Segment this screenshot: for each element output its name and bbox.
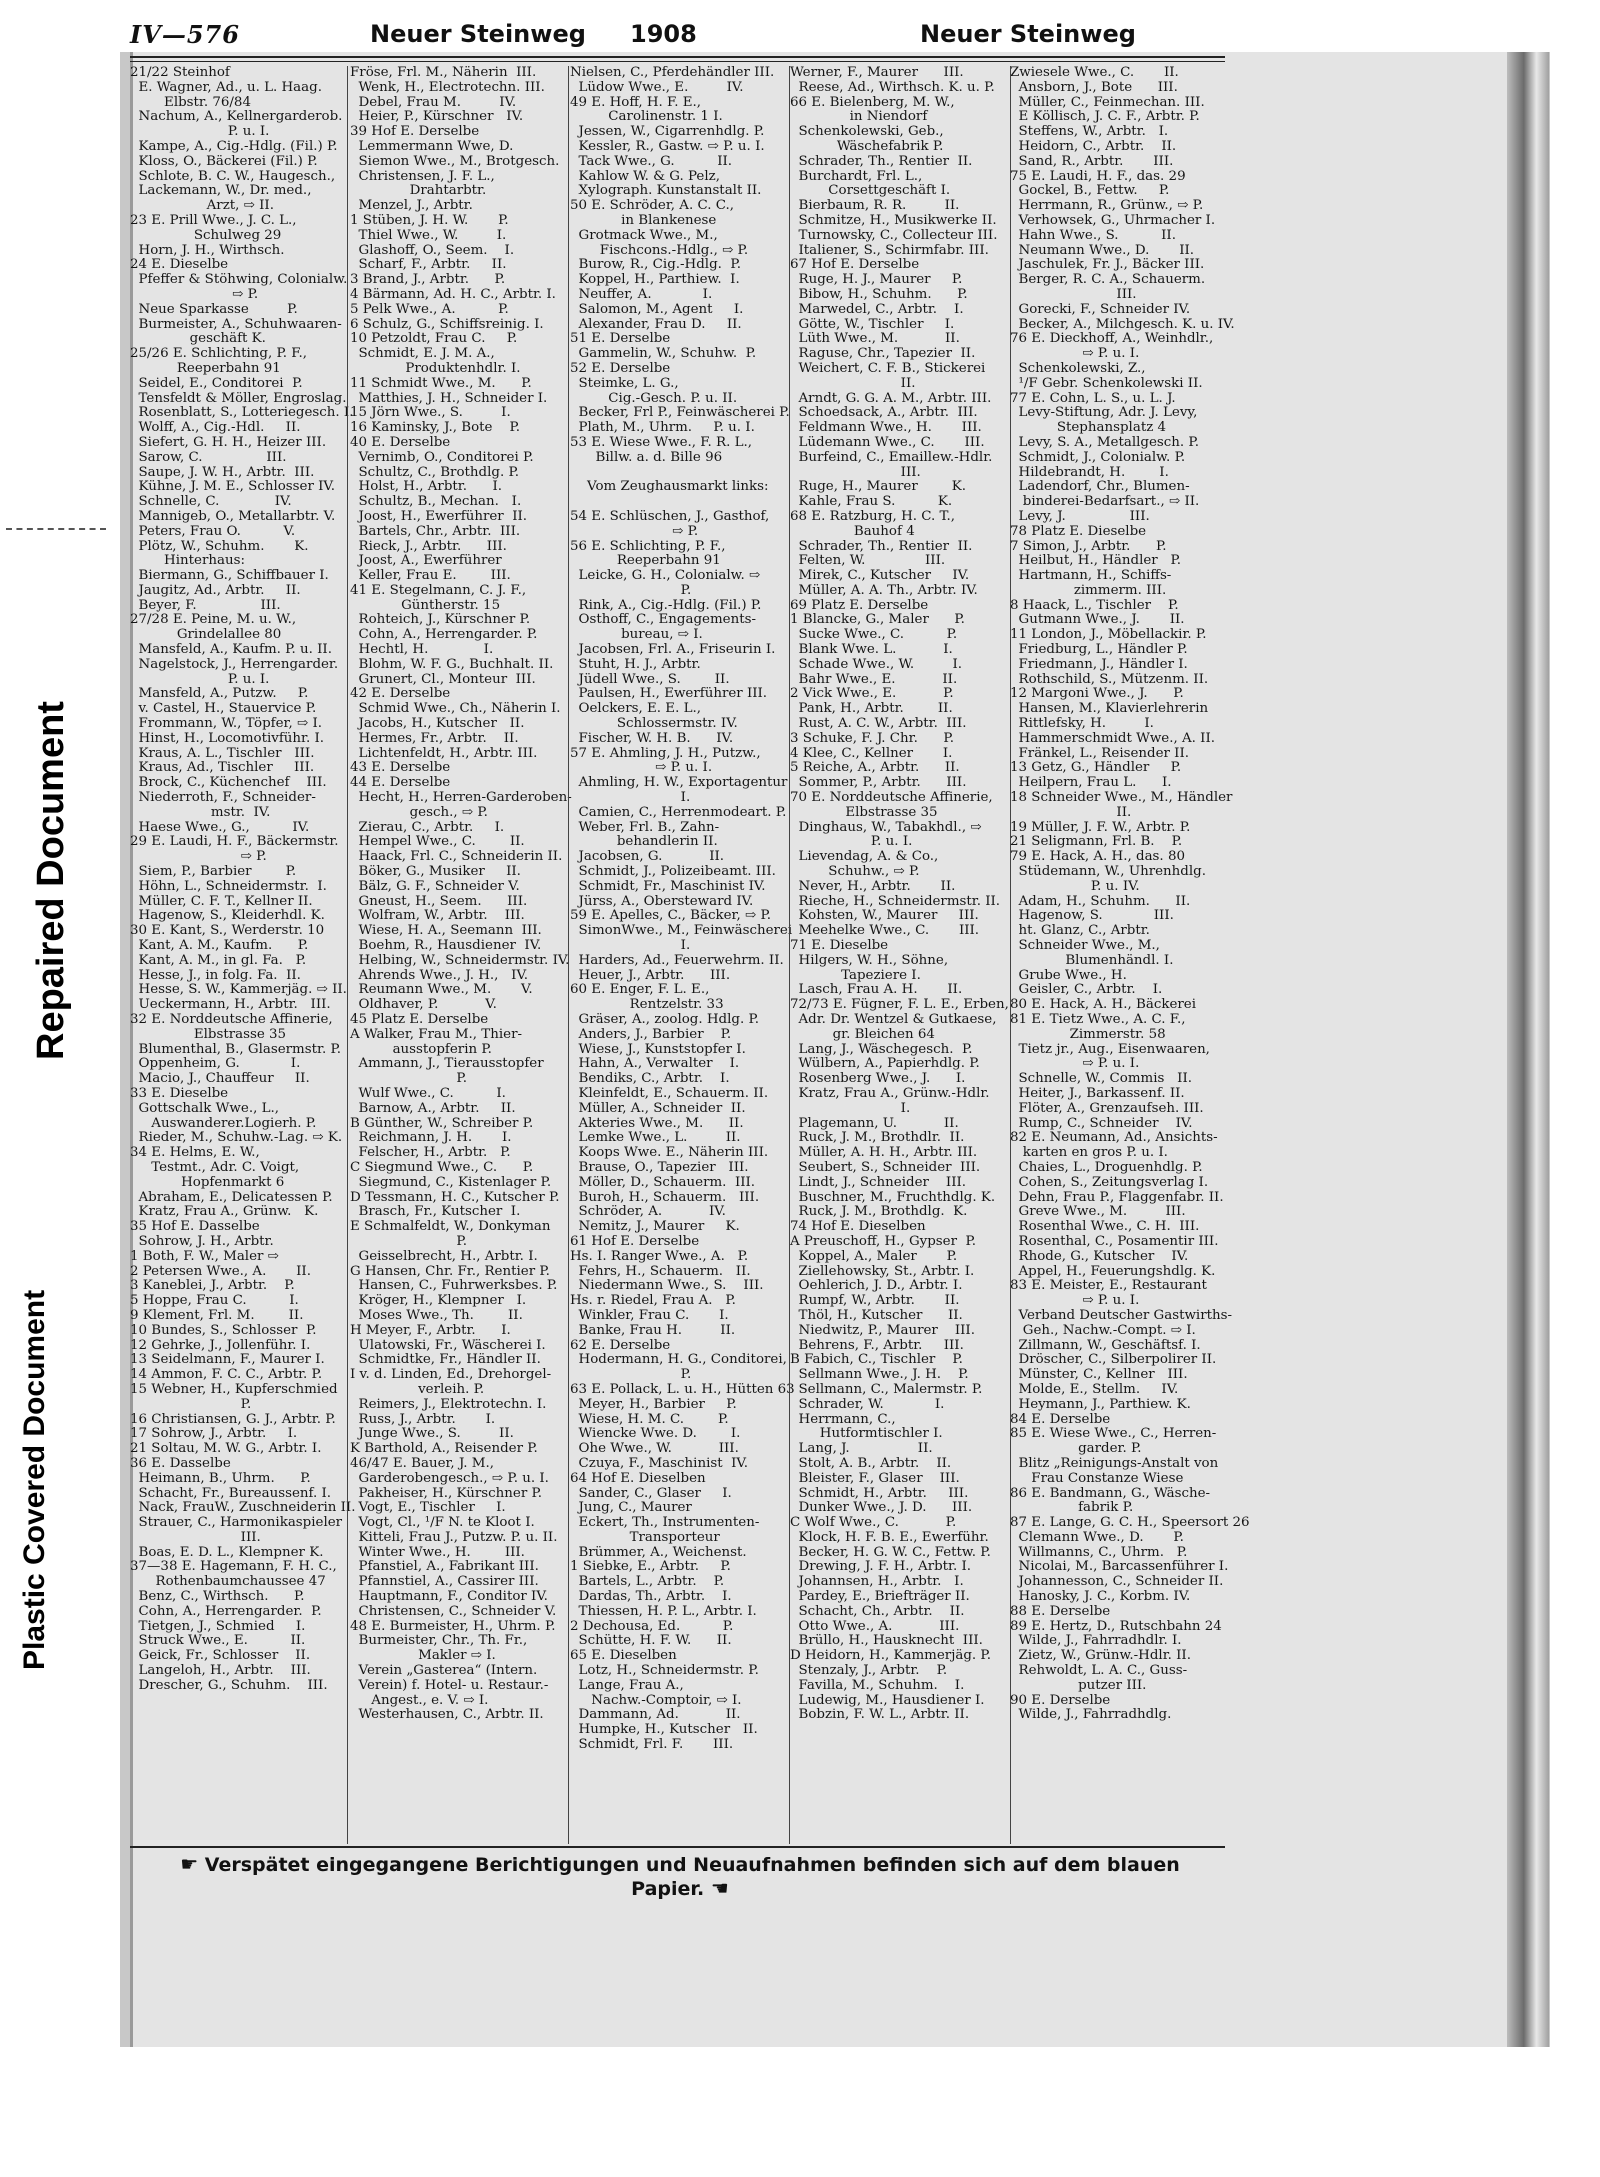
column-divider — [1010, 66, 1011, 1844]
street-title-left: Neuer Steinweg — [370, 20, 586, 48]
footer-notice-text: Verspätet eingegangene Berichtigungen und Neuaufnahmen befinden sich auf dem blauen Papier. — [204, 1854, 1180, 1900]
column-divider — [347, 66, 348, 1844]
page-number: IV—576 — [130, 20, 240, 49]
year-title: 1908 — [630, 20, 697, 48]
header-rule — [130, 56, 1225, 58]
footer-rule — [130, 1846, 1225, 1848]
pointing-hand-right-icon: ☚ — [710, 1876, 729, 1900]
book-gutter — [1507, 52, 1549, 2047]
column-divider — [568, 66, 569, 1844]
directory-column-5: Zwiesele Wwe., C. II. Ansborn, J., Bote III. Müller, C., Feinmechan. III. E Köllisch, J. C. F., Arbtr. P. Steffens, W., Arbtr. I. Heidorn, C., Arbtr. II. Sand, R., Arbtr. III. 75 E. Laudi, H. F., das. 29 Gockel, B., Fettw. P. Herrmann, R., Grünw., ⇨ P. Verhowsek, G., Uhrmacher I. Hahn Wwe., S. II. Neumann Wwe., D. II. Jaschulek, Fr. J., Bäcker III. Berger, R. C. A., Schauerm. III. Gorecki, F., Schneider IV. Becker, A., Milchgesch. K. u. IV. 76 E. Dieckhoff, A., Weinhdlr., ⇨ P. u. I. Schenkolewski, Z., ¹/F Gebr. Schenkolewski II. 77 E. Cohn, L. S., u. L. J. Levy-Stiftung, Adr. J. Levy, Stephansplatz 4 Levy, S. A., Metallgesch. P. Schmidt, J., Colonialw. P. Hildebrandt, H. I. Ladendorf, Chr., Blumen- binderei-Bedarfsart., ⇨ II. Levy, J. III. 78 Platz E. Dieselbe 7 Simon, J., Arbtr. P. Heilbut, H., Händler P. Hartmann, H., Schiffs- zimmerm. III. 8 Haack, L., Tischler P. Gutmann Wwe., J. II. 11 London, J., Möbellackir. P. Friedburg, L., Händler P. Friedmann, J., Händler I. Rothschild, S., Mützenm. II. 12 Margoni Wwe., J. P. Hansen, M., Klavierlehrerin Rittlefsky, H. I. Hammerschmidt Wwe., A. II. Fränkel, L., Reisender II. 13 Getz, G., Händler P. Heilpern, Frau L. I. 18 Schneider Wwe., M., Händler II. 19 Müller, J. F. W., Arbtr. P. 21 Seligmann, Frl. B. P. 79 E. Hack, A. H., das. 80 Stüdemann, W., Uhrenhdlg. P. u. IV. Adam, H., Schuhm. II. Hagenow, S. III. ht. Glanz, C., Arbtr. Schneider Wwe., M., Blumenhändl. I. Grube Wwe., H. Geisler, C., Arbtr. I. 80 E. Hack, A. H., Bäckerei 81 E. Tietz Wwe., A. C. F., Zimmerstr. 58 Tietz jr., Aug., Eisenwaaren, ⇨ P. u. I. Schnelle, W., Commis II. Heiter, J., Barkassenf. II. Flöter, A., Grenzaufseh. III. Rump, C., Schneider IV. 82 E. Neumann, Ad., Ansichts- karten en gros P. u. I. Chaies, L., Droguenhdlg. P. Cohen, S., Zeitungsverlag I. Dehn, Frau P., Flaggenfabr. II. Greve Wwe., M. III. Rosenthal Wwe., C. H. III. Rosenthal, C., Posamentir III. Rhode, G., Kutscher IV. Appel, H., Feuerungshdlg. K. 83 E. Meister, E., Restaurant ⇨ P. u. I. Verband Deutscher Gastwirths- Geh., Nachw.-Compt. ⇨ I. Zillmann, W., Geschäftsf. I. Dröscher, C., Silberpolirer II. Münster, C., Kellner III. Molde, E., Stellm. IV. Heymann, J., Parthiew. K. 84 E. Derselbe 85 E. Wiese Wwe., C., Herren- garder. P. Blitz „Reinigungs-Anstalt von Frau Constanze Wiese 86 E. Bandmann, G., Wäsche- fabrik P. 87 E. Lange, G. C. H., Speersort Clemann Wwe., D. P. Willmanns, C., Uhrm. P. Nicolai, M., Barcassenführer I. Johannesson, C., Schneider II. Hanosky, J. C., Korbm. IV. 88 E. Derselbe 89 E. Hertz, D., Rutschbahn 24 Wilde, J., Fahrradhdlr. I. Zietz, W., Grünw.-Hdlr. II. Rehwoldt, L. A. C., Guss- putzer III. 90 E. Derselbe Wilde, J., Fahrradhdlg. — [1010, 65, 1235, 1723]
directory-column-1: 21/22 Steinhof E. Wagner, Ad., u. L. Haag. Elbstr. 76/84 Nachum, A., Kellnergarderob. P. u. I. Kampe, A., Cig.-Hdlg. (Fil.) P. Kloss, O., Bäckerei (Fil.) P. Schlote, B. C. W., Haugesch., Lackemann, W., Dr. med., Arzt, ⇨ II. 23 E. Prill Wwe., J. C. L., Schulweg 29 Horn, J. H., Wirthsch. 24 E. Dieselbe Pfeffer & Stöhwing, Colonialw. ⇨ P. Neue Sparkasse P. Burmeister, A., Schuhwaaren- geschäft K. 25/26 E. Schlichting, P. F., Reeperbahn 91 Seidel, E., Conditorei P. Tensfeldt & Möller, Engroslag. Rosenblatt, S., Lotteriegesch. I. Wolff, A., Cig.-Hdl. II. Siefert, G. H. H., Heizer III. Sarow, C. III. Saupe, J. W. H., Arbtr. III. Kühne, J. M. E., Schlosser IV. Schnelle, C. IV. Mannigeb, O., Metallarbtr. V. Peters, Frau O. V. Plötz, W., Schuhm. K. Hinterhaus: Biermann, G., Schiffbauer I. Jaugitz, Ad., Arbtr. II. Beyer, F. III. 27/28 E. Peine, M. u. W., Grindelallee 80 Mansfeld, A., Kaufm. P. u. II. Nagelstock, J., Herrengarder. P. u. I. Mansfeld, A., Putzw. P. v. Castel, H., Stauervice P. Frommann, W., Töpfer, ⇨ I. Hinst, H., Locomotivführ. I. Kraus, A. L., Tischler III. Kraus, Ad., Tischler III. Brock, C., Küchenchef III. Niederroth, F., Schneider- mstr. IV. Haese Wwe., G., IV. 29 E. Laudi, H. F., Bäckermstr. ⇨ P. Siem, P., Barbier P. Höhn, L., Schneidermstr. I. Müller, C. F. T., Kellner II. Hagenow, S., Kleiderhdl. K. 30 E. Kant, S., Werderstr. 10 Kant, A. M., Kaufm. P. Kant, A. M., in gl. Fa. P. Hesse, J., in folg. Fa. II. Hesse, S. W., Kammerjäg. ⇨ II. Ueckermann, H., Arbtr. III. 32 E. Norddeutsche Affinerie, Elbstrasse 35 Blumenthal, B., Glasermstr. P. Oppenheim, G. I. Macio, J., Chauffeur II. 33 E. Dieselbe Gottschalk Wwe., L., Auswanderer.Logierh. P. Rieder, M., Schuhw.-Lag. ⇨ K. 34 E. Helms, E. W., Testmt., Adr. C. Voigt, Hopfenmarkt 6 Abraham, E., Delicatessen P. Kratz, Frau A., Grünw. K. 35 Hof E. Dasselbe Sohrow, J. H., Arbtr. 1 Both, F. W., Maler ⇨ 2 Petersen Wwe., A. II. 3 Kaneblei, J., Arbtr. P. 5 Hoppe, Frau C. I. 9 Klement, Frl. M. II. 10 Bundes, S., Schlosser P. 12 Gehrke, J., Jollenführ. I. 13 Seidelmann, F., Maurer I. 14 Ammon, F. C. C., Arbtr. P. 15 Webner, H., Kupferschmied P. 16 Christiansen, G. J., Arbtr. P. 17 Sohrow, J., Arbtr. I. 21 Soltau, M. W. G., Arbtr. I. 36 E. Dasselbe Heimann, B., Uhrm. P. Schacht, Fr., Bureaussenf. I. Nack, FrauW., Zuschneiderin II. Strauer, C., Harmonikaspieler III. Boas, E. D. L., Klempner K. 37—38 E. Hagemann, F. H. C., Rothenbaumchaussee 47 Benz, C., Wirthsch. P. Cohn, A., Herrengarder. P. Tietgen, J., Schmied I. Struck Wwe., E. II. Geick, Fr., Schlosser II. Langeloh, H., Arbtr. III. Drescher, G., Schuhm. III. — [130, 65, 356, 1693]
column-divider — [789, 66, 790, 1844]
plastic-covered-document-label: Plastic Covered Document — [18, 1289, 51, 1670]
directory-column-3: Nielsen, C., Pferdehändler III. Lüdow Wwe., E. IV. 49 E. Hoff, H. F. E., Carolinenstr. 1 I. Jessen, W., Cigarrenhdlg. P. Kessler, R., Gastw. ⇨ P. u. I. Tack Wwe., G. II. Kahlow W. & G. Pelz, Xylograph. Kunstanstalt II. 50 E. Schröder, A. C. C., in Blankenese Grotmack Wwe., M., Fischcons.-Hdlg., ⇨ P. Burow, R., Cig.-Hdlg. P. Koppel, H., Parthiew. I. Neuffer, A. I. Salomon, M., Agent I. Alexander, Frau D. II. 51 E. Derselbe Gammelin, W., Schuhw. P. 52 E. Derselbe Steimke, L. G., Cig.-Gesch. P. u. II. Becker, Frl P., Feinwäscherei P. Plath, M., Uhrm. P. u. I. 53 E. Wiese Wwe., F. R. L., Billw. a. d. Bille 96 Vom Zeughausmarkt links: 54 E. Schlüschen, J., Gasthof, ⇨ P. 56 E. Schlichting, P. F., Reeperbahn 91 Leicke, G. H., Colonialw. ⇨ P. Rink, A., Cig.-Hdlg. (Fil.) P. Osthoff, C., Engagements- bureau, ⇨ I. Jacobsen, Frl. A., Friseurin I. Stuht, H. J., Arbtr. Jüdell Wwe., S. II. Paulsen, H., Ewerführer III. Oelckers, E. E. L., Schlossermstr. IV. Fischer, W. H. B. IV. 57 E. Ahmling, J. H., Putzw., ⇨ P. u. I. Ahmling, H. W., Exportagentur I. Camien, C., Herrenmodeart. P. Weber, Frl. B., Zahn- behandlerin II. Jacobsen, G. II. Schmidt, J., Polizeibeamt. III. Schmidt, Fr., Maschinist IV. Jürss, A., Obersteward IV. 59 E. Apelles, C., Bäcker, ⇨ P. SimonWwe., M., Feinwäscherei I. Harders, Ad., Feuerwehrm. II. Heuer, J., Arbtr. III. 60 E. Enger, F. L. E., Rentzelstr. 33 Gräser, A., zoolog. Hdlg. P. Anders, J., Barbier P. Wiese, J., Kunststopfer I. Hahn, A., Verwalter I. Bendiks, C., Arbtr. I. Kleinfeldt, E., Schauerm. II. Müller, A., Schneider II. Akteries Wwe., M. II. Lemke Wwe., L. II. Koops Wwe. E., Näherin III. Brause, O., Tapezier III. Möller, D., Schauerm. III. Buroh, H., Schauerm. III. Schröder, A. IV. Nemitz, J., Maurer K. 61 Hof E. Derselbe Hs. I. Ranger Wwe., A. P. Fehrs, H., Schauerm. II. Niedermann Wwe., S. III. Hs. r. Riedel, Frau A. P. Winkler, Frau C. I. Banke, Frau H. II. 62 E. Derselbe Hodermann, H. G., Conditorei, P. 63 E. Pollack, L. u. H., Hütten 63 Meyer, H., Barbier P. Wiese, H. M. C. P. Wiencke Wwe. D. I. Ohe Wwe., W. III. Czuya, F., Maschinist IV. 64 Hof E. Dieselben Sander, C., Glaser I. Jung, C., Maurer Eckert, Th., Instrumenten- Transporteur Brümmer, A., Weichenst. 1 Siebke, E., Arbtr. P. Bartels, L., Arbtr. P. Dardas, Th., Arbtr. I. Thiessen, H. P. L., Arbtr. I. 2 Dechousa, Ed. P. Schütte, H. F. W. II. 65 E. Dieselben Lotz, H., Schneidermstr. P. Lange, Frau A., Nachw.-Comptoir, ⇨ I. Dammann, Ad. II. Humpke, H., Kutscher II. Schmidt, Frl. F. III. — [570, 65, 795, 1753]
footer-notice — [150, 1852, 1210, 1900]
page-header — [130, 20, 1220, 54]
directory-column-2: Fröse, Frl. M., Näherin III. Wenk, H., Electrotechn. III. Debel, Frau M. IV. Heier, P., Kürschner IV. 39 Hof E. Derselbe Lemmermann Wwe, D. Siemon Wwe., M., Brotgesch. Christensen, J. F. L., Drahtarbtr. Menzel, J., Arbtr. 1 Stüben, J. H. W. P. Thiel Wwe., W. I. Glashoff, O., Seem. I. Scharf, F., Arbtr. II. 3 Brand, J., Arbtr. P. 4 Bärmann, Ad. H. C., Arbtr. I. 5 Pelk Wwe., A. P. 6 Schulz, G., Schiffsreinig. I. 10 Petzoldt, Frau C. P. Schmidt, E. J. M. A., Produktenhdlr. I. 11 Schmidt Wwe., M. P. Matthies, J. H., Schneider I. 15 Jörn Wwe., S. I. 16 Kaminsky, J., Bote P. 40 E. Derselbe Vernimb, O., Conditorei P. Schultz, C., Brothdlg. P. Holst, H., Arbtr. I. Schultz, B., Mechan. I. Joost, H., Ewerführer II. Bartels, Chr., Arbtr. III. Rieck, J., Arbtr. III. Joost, A., Ewerführer Keller, Frau E. III. 41 E. Stegelmann, C. J. F., Güntherstr. 15 Rohteich, J., Kürschner P. Cohn, A., Herrengarder. P. Hechtl, H. I. Blohm, W. F. G., Buchhalt. II. Grunert, Cl., Monteur III. 42 E. Derselbe Schmid Wwe., Ch., Näherin I. Jacobs, H., Kutscher II. Hermes, Fr., Arbtr. II. Lichtenfeldt, H., Arbtr. III. 43 E. Derselbe 44 E. Derselbe Hecht, H., Herren-Garderoben- gesch., ⇨ P. Zierau, C., Arbtr. I. Hempel Wwe., C. II. Haack, Frl. C., Schneiderin II. Böker, G., Musiker II. Bälz, G. F., Schneider V. Gneust, H., Seem. III. Wolfram, W., Arbtr. III. Wiese, H. A., Seemann III. Boehm, R., Hausdiener IV. Helbing, W., Schneidermstr. IV. Ahrends Wwe., J. H., IV. Reumann Wwe., M. V. Oldhaver, P. V. 45 Platz E. Derselbe A Walker, Frau M., Thier- ausstopferin P. Ammann, J., Tierausstopfer P. Wulf Wwe., C. I. Barnow, A., Arbtr. II. B Günther, W., Schreiber P. Reichmann, J. H. I. Felscher, H., Arbtr. P. C Siegmund Wwe., C. P. Siegmund, C., Kistenlager P. D Tessmann, H. C., Kutscher P. Brasch, Fr., Kutscher I. E Schmalfeldt, W., Donkyman P. Geisselbrecht, H., Arbtr. I. G Hansen, Chr. Fr., Rentier P. Hansen, C., Fuhrwerksbes. P. Kröger, H., Klempner I. Moses Wwe., Th. II. H Meyer, F., Arbtr. I. Ulatowski, Fr., Wäscherei I. Schmidtke, Fr., Händler II. I v. d. Linden, Ed., Drehorgel- verleih. P. Reimers, J., Elektrotechn. I. Russ, J., Arbtr. I. Junge Wwe., S. II. K Barthold, A., Reisender P. 46/47 E. Bauer, J. M., Garderobengesch., ⇨ P. u. I. Pakheiser, H., Kürschner P. Vogt, E., Tischler I. Vogt, Cl., ¹/F N. te Kloot I. Kitteli, Frau J., Putzw. P. u. II. Winter Wwe., H. III. Pfanstiel, A., Fabrikant III. Pfannstiel, A., Cassirer III. Hauptmann, F., Conditor IV. Christensen, C., Schneider V. 48 E. Burmeister, H., Uhrm. P. Burmeister, Chr., Th. Fr., Makler ⇨ I. Verein „Gasterea“ (Intern. Verein) f. Hotel- u. Restaur.- Angest., e. V. ⇨ I. Westerhausen, C., Arbtr. II. — [350, 65, 572, 1723]
street-title-right: Neuer Steinweg — [920, 20, 1136, 48]
repaired-document-label: Repaired Document — [30, 701, 72, 1060]
directory-column-4: Werner, F., Maurer III. Reese, Ad., Wirthsch. K. u. P. 66 E. Bielenberg, M. W., in Niendorf Schenkolewski, Geb., Wäschefabrik P. Schrader, Th., Rentier II. Burchardt, Frl. L., Corsettgeschäft I. Bierbaum, R. R. II. Schmitze, H., Musikwerke II. Turnowsky, C., Collecteur III. Italiener, S., Schirmfabr. III. 67 Hof E. Derselbe Ruge, H. J., Maurer P. Bibow, H., Schuhm. P. Marwedel, C., Arbtr. I. Götte, W., Tischler I. Lüth Wwe., M. II. Raguse, Chr., Tapezier II. Weichert, C. F. B., Stickerei II. Arndt, G. G. A. M., Arbtr. III. Schoedsack, A., Arbtr. III. Feldmann Wwe., H. III. Lüdemann Wwe., C. III. Burfeind, C., Emaillew.-Hdlr. III. Ruge, H., Maurer K. Kahle, Frau S. K. 68 E. Ratzburg, H. C. T., Bauhof 4 Schrader, Th., Rentier II. Felten, W. III. Mirek, C., Kutscher IV. Müller, A. A. Th., Arbtr. IV. 69 Platz E. Derselbe 1 Blancke, G., Maler P. Sucke Wwe., C. P. Blank Wwe. L. I. Schade Wwe., W. I. Bahr Wwe., E. II. 2 Vick Wwe., E. P. Pank, H., Arbtr. II. Rust, A. C. W., Arbtr. III. 3 Schuke, F. J. Chr. P. 4 Klee, C., Kellner I. 5 Reiche, A., Arbtr. II. Sommer, P., Arbtr. III. 70 E. Norddeutsche Affinerie, Elbstrasse 35 Dinghaus, W., Tabakhdl., ⇨ P. u. I. Lievendag, A. & Co., Schuhw., ⇨ P. Never, H., Arbtr. II. Rieche, H., Schneidermstr. II. Kohsten, W., Maurer III. Meehelke Wwe., C. III. 71 E. Dieselbe Hilgers, W. H., Söhne, Tapeziere I. Lasch, Frau A. H. II. 72/73 E. Fügner, F. L. E., Erben, Adr. Dr. Wentzel & Gutkaese, gr. Bleichen 64 Lang, J., Wäschegesch. P. Wülbern, A., Papierhdlg. P. Rosenberg Wwe., J. I. Kratz, Frau A., Grünw.-Hdlr. I. Plagemann, U. II. Ruck, J. M., Brothdlr. II. Müller, A. H. H., Arbtr. III. Seubert, S., Schneider III. Lindt, J., Schneider III. Buschner, M., Fruchthdlg. K. Ruck, J. M., Brothdlg. K. 74 Hof E. Dieselben A Preuschoff, H., Gypser P. Koppel, A., Maler P. Ziellehowsky, St., Arbtr. I. Oehlerich, J. D., Arbtr. I. Rumpf, W., Arbtr. II. Thöl, H., Kutscher II. Niedwitz, P., Maurer III. Behrens, F., Arbtr. III. B Fabich, C., Tischler P. Sellmann Wwe., J. H. P. Sellmann, C., Malermstr. P. Schrader, W. I. Herrmann, C., Hutformtischler I. Lang, J. II. Stolt, A. B., Arbtr. II. Bleister, F., Glaser III. Schmidt, H., Arbtr. III. Dunker Wwe., J. D. III. C Wolf Wwe., C. P. Klock, H. F. B. E., Ewerführ. Becker, H. G. W. C., Fettw. P. Drewing, J. F. H., Arbtr. I. Johannsen, H., Arbtr. I. Pardey, E., Briefträger II. Schacht, Ch., Arbtr. II. Otto Wwe., A. III. Brüllo, H., Hausknecht III. D Heidorn, H., Kammerjäg. P. Stenzaly, J., Arbtr. P. Favilla, M., Schuhm. I. Ludewig, M., Hausdiener I. Bobzin, F. W. L., Arbtr. II. — [790, 65, 1009, 1723]
header-rule-thin — [130, 61, 1225, 62]
pointing-hand-left-icon: ☛ — [180, 1852, 199, 1876]
side-label-panel — [0, 0, 110, 2177]
directory-columns — [128, 65, 1235, 1846]
dashed-marker-line — [6, 528, 106, 530]
